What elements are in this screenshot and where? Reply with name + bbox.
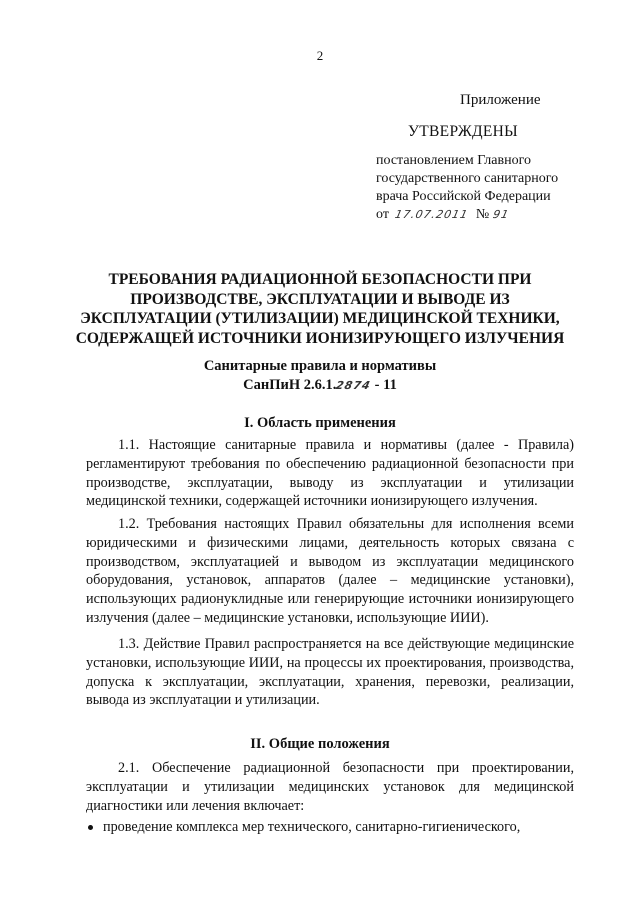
number-label: № [475, 207, 490, 222]
date-prefix: от [376, 207, 389, 222]
section-title-general: II. Общие положения [250, 736, 390, 752]
page-number: 2 [316, 48, 324, 63]
document-title [60, 270, 580, 348]
handwritten-date: 17.07.2011 [393, 208, 470, 221]
title-line: ЭКСПЛУАТАЦИИ (УТИЛИЗАЦИИ) МЕДИЦИНСКОЙ ТЕХНИКИ, [80, 310, 560, 327]
paragraph-2-1: 2.1. Обеспечение радиационной безопасности при проектировании, эксплуатации и утилизации медицинских установок для медицинской диагностики или лечения включает: [86, 760, 574, 814]
decree-line: врача Российской Федерации [376, 189, 551, 204]
title-line: ТРЕБОВАНИЯ РАДИАЦИОННОЙ БЕЗОПАСНОСТИ ПРИ [108, 271, 532, 288]
paragraph-1-1: 1.1. Настоящие санитарные правила и нормативы (далее - Правила) регламентируют требования по обеспечению радиационной безопасности при производстве, эксплуатации, выводу из эксплуатации и утилизации медицинской техники, содержащей источники ионизирующего излучения. [86, 437, 574, 510]
paragraph-1-2: 1.2. Требования настоящих Правил обязательны для исполнения всеми юридическими и физическими лицами, деятельность которых связана с производством, эксплуатацией и выводом из эксплуатации медицинского оборудования, установок, аппаратов (далее – медицинские установки), использующих радионуклидные или генерирующие источники ионизирующего излучения (далее – медицинские установки, использующие ИИИ). [86, 516, 574, 626]
handwritten-number: 91 [492, 208, 511, 221]
bullet-item [86, 818, 574, 837]
code-suffix: - 11 [371, 377, 397, 393]
subtitle-line: Санитарные правила и нормативы [203, 358, 437, 374]
document-subtitle [60, 357, 580, 395]
decree-block [376, 152, 558, 224]
bullet-icon [88, 825, 93, 830]
code-handwritten: 2874 [335, 379, 373, 392]
code-prefix: СанПиН 2.6.1. [243, 377, 337, 393]
title-line: СОДЕРЖАЩЕЙ ИСТОЧНИКИ ИОНИЗИРУЮЩЕГО ИЗЛУЧЕНИЯ [75, 329, 565, 347]
approved-label: УТВЕРЖДЕНЫ [408, 123, 518, 140]
decree-date-line [376, 206, 558, 224]
title-line: ПРОИЗВОДСТВЕ, ЭКСПЛУАТАЦИИ И ВЫВОДЕ ИЗ [130, 290, 510, 308]
sanpin-code [60, 376, 580, 395]
bullet-text: проведение комплекса мер технического, санитарно-гигиенического, [103, 819, 521, 835]
paragraph-1-3: 1.3. Действие Правил распространяется на все действующие медицинские установки, использующие ИИИ, на процессы их проектирования, производства, допуска к эксплуатации, эксплуатации, хранения, перевозки, реализации, вывода из эксплуатации и утилизации. [86, 636, 574, 709]
section-title-scope: I. Область применения [244, 415, 396, 431]
decree-line: постановлением Главного [376, 153, 531, 168]
decree-line: государственного санитарного [376, 171, 559, 186]
appendix-label: Приложение [460, 92, 541, 108]
